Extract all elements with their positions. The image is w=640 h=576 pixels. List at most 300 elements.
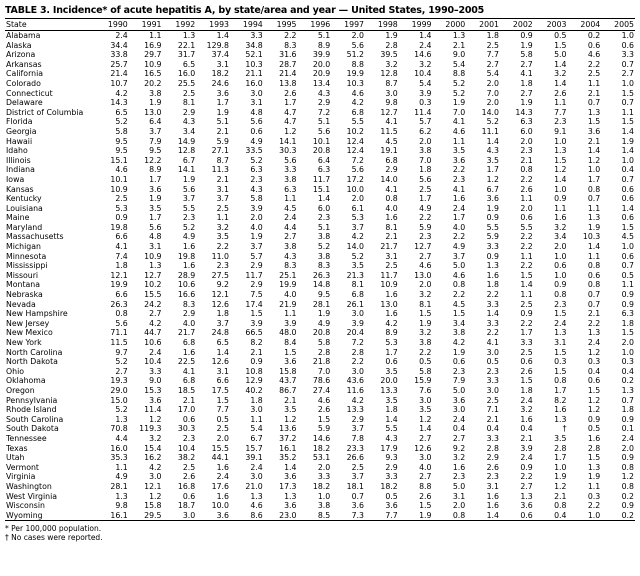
- value-cell: 1.0: [587, 165, 601, 175]
- value-cell: 4.0: [250, 222, 263, 232]
- state-cell: Vermont: [6, 462, 39, 472]
- value-cell: 21.7: [177, 328, 196, 338]
- value-cell: 15.1: [110, 155, 128, 165]
- table-row: [5, 396, 635, 406]
- value-cell: 14.6: [312, 433, 331, 443]
- value-cell: 1.3: [587, 213, 601, 223]
- value-cell: 0.8: [587, 261, 601, 271]
- value-cell: 2.1: [250, 347, 263, 357]
- value-cell: 1.1: [587, 251, 601, 261]
- value-cell: 0.7: [351, 491, 364, 501]
- value-cell: 3.5: [284, 405, 297, 415]
- value-cell: 14.6: [414, 50, 432, 60]
- table-row: [5, 367, 635, 377]
- value-cell: 1.3: [182, 31, 196, 40]
- value-cell: 0.8: [452, 280, 466, 290]
- value-cell: 3.8: [452, 328, 466, 338]
- value-cell: 0.9: [554, 280, 567, 290]
- value-cell: 3.3: [621, 50, 634, 60]
- value-cell: 2.5: [486, 40, 499, 50]
- value-cell: 1.5: [587, 385, 601, 395]
- value-cell: 4.1: [115, 242, 128, 252]
- value-cell: 0.7: [587, 98, 601, 108]
- value-cell: 1.6: [554, 405, 567, 415]
- value-cell: 5.2: [182, 222, 196, 232]
- value-cell: 3.0: [351, 366, 364, 376]
- value-cell: 0.6: [182, 491, 196, 501]
- table-row: [5, 280, 635, 290]
- value-cell: 4.1: [486, 338, 499, 347]
- value-cell: 21.4: [110, 69, 128, 79]
- value-cell: 6.4: [149, 117, 162, 127]
- value-cell: 9.2: [452, 443, 466, 453]
- state-cell: Maine: [6, 213, 30, 223]
- value-cell: 48.0: [279, 328, 297, 338]
- value-cell: 3.2: [520, 405, 533, 415]
- value-cell: 1.1: [115, 462, 128, 472]
- state-cell: Connecticut: [6, 88, 53, 98]
- table-row: [5, 405, 635, 415]
- value-cell: 0.6: [520, 213, 533, 223]
- value-cell: 2.4: [452, 414, 466, 424]
- value-cell: 1.6: [486, 491, 499, 501]
- value-cell: 4.3: [486, 146, 499, 156]
- value-cell: 2.2: [520, 318, 533, 328]
- value-cell: 2.7: [520, 88, 533, 98]
- value-cell: 1.2: [284, 414, 297, 424]
- value-cell: 6.3: [520, 117, 533, 127]
- value-cell: 6.2: [419, 126, 432, 136]
- value-cell: 6.7: [486, 184, 499, 194]
- value-cell: 3.0: [351, 309, 364, 319]
- state-cell: West Virginia: [6, 491, 58, 501]
- value-cell: 1.2: [621, 472, 634, 482]
- value-cell: 34.4: [110, 40, 128, 50]
- value-cell: 1.5: [621, 222, 634, 232]
- value-cell: 13.3: [380, 385, 398, 395]
- value-cell: 26.3: [110, 299, 128, 309]
- value-cell: 6.8: [385, 155, 398, 165]
- value-cell: 1.5: [587, 453, 601, 463]
- value-cell: 2.2: [284, 31, 297, 40]
- value-cell: 12.1: [211, 290, 229, 300]
- value-cell: 1.9: [587, 472, 601, 482]
- value-cell: 15.4: [144, 443, 162, 453]
- value-cell: 4.1: [452, 184, 466, 194]
- value-cell: 0.9: [621, 414, 634, 424]
- value-cell: 1.3: [520, 491, 533, 501]
- value-cell: 2.3: [182, 213, 196, 223]
- value-cell: 6.6: [216, 376, 229, 386]
- value-cell: 16.0: [245, 78, 263, 88]
- value-cell: 5.6: [115, 318, 128, 328]
- state-cell: Montana: [6, 280, 40, 290]
- value-cell: 6.5: [115, 107, 128, 117]
- value-cell: 2.5: [216, 203, 229, 213]
- value-cell: 1.5: [419, 309, 432, 319]
- value-cell: 4.5: [284, 203, 297, 213]
- value-cell: 13.4: [312, 78, 331, 88]
- value-cell: 0.3: [587, 357, 601, 367]
- value-cell: 2.7: [419, 251, 432, 261]
- value-cell: 66.5: [245, 328, 263, 338]
- value-cell: 5.9: [317, 424, 331, 434]
- value-cell: 2.4: [149, 347, 162, 357]
- value-cell: 7.6: [419, 385, 432, 395]
- value-cell: 35.3: [110, 453, 128, 463]
- value-cell: 27.5: [211, 270, 229, 280]
- value-cell: 9.0: [149, 376, 162, 386]
- value-cell: 0.4: [486, 424, 499, 434]
- value-cell: 0.7: [621, 174, 634, 184]
- value-cell: 4.3: [385, 433, 398, 443]
- value-cell: 10.3: [245, 59, 263, 69]
- value-cell: 6.0: [520, 126, 533, 136]
- value-cell: 1.3: [554, 328, 567, 338]
- value-cell: 2.7: [115, 366, 128, 376]
- value-cell: 19.9: [346, 69, 364, 79]
- value-cell: 5.8: [250, 194, 263, 204]
- state-cell: Texas: [6, 443, 28, 453]
- state-cell: Colorado: [6, 78, 41, 88]
- value-cell: 13.0: [414, 270, 432, 280]
- value-cell: 3.0: [452, 405, 466, 415]
- state-cell: California: [6, 69, 44, 79]
- value-cell: 1.0: [621, 242, 634, 252]
- value-cell: 1.2: [587, 155, 601, 165]
- value-cell: 1.4: [554, 59, 567, 69]
- value-cell: 0.6: [621, 40, 634, 50]
- value-cell: 2.3: [216, 261, 229, 271]
- value-cell: 1.6: [452, 462, 466, 472]
- value-cell: 5.2: [115, 405, 128, 415]
- value-cell: 4.2: [115, 88, 128, 98]
- table-row: [5, 89, 635, 99]
- value-cell: 1.0: [554, 136, 567, 146]
- state-cell: Georgia: [6, 126, 37, 136]
- value-cell: 37.2: [279, 433, 297, 443]
- value-cell: 1.1: [554, 203, 567, 213]
- table-row: [5, 444, 635, 454]
- value-cell: 0.6: [250, 126, 263, 136]
- value-cell: 0.5: [486, 357, 499, 367]
- value-cell: 17.3: [279, 481, 297, 491]
- value-cell: 3.8: [317, 232, 331, 242]
- value-cell: 1.1: [621, 107, 634, 117]
- value-cell: 25.7: [110, 59, 128, 69]
- value-cell: 28.7: [279, 59, 297, 69]
- value-cell: 2.4: [520, 395, 533, 405]
- value-cell: 3.0: [250, 88, 263, 98]
- footnote: * Per 100,000 population.: [5, 524, 102, 534]
- value-cell: 1.7: [554, 385, 567, 395]
- value-cell: 3.5: [554, 433, 567, 443]
- value-cell: 7.5: [250, 290, 263, 300]
- value-cell: 12.1: [144, 481, 162, 491]
- value-cell: 1.9: [250, 232, 263, 242]
- value-cell: 0.9: [486, 251, 499, 261]
- value-cell: 2.2: [486, 290, 499, 300]
- value-cell: 0.3: [587, 491, 601, 501]
- value-cell: 1.7: [452, 213, 466, 223]
- value-cell: 4.6: [587, 50, 601, 60]
- value-cell: 20.8: [312, 146, 331, 156]
- value-cell: 1.5: [554, 309, 567, 319]
- value-cell: 12.6: [211, 357, 229, 367]
- value-cell: 1.8: [115, 261, 128, 271]
- value-cell: 5.6: [317, 126, 331, 136]
- value-cell: 9.5: [149, 146, 162, 156]
- value-cell: 2.2: [351, 357, 364, 367]
- value-cell: 1.4: [284, 462, 297, 472]
- value-cell: 10.6: [144, 338, 162, 347]
- value-cell: 2.9: [317, 98, 331, 108]
- value-cell: 4.6: [115, 165, 128, 175]
- value-cell: 14.8: [312, 280, 331, 290]
- value-cell: 13.0: [380, 299, 398, 309]
- value-cell: 2.2: [452, 165, 466, 175]
- value-cell: 1.4: [621, 126, 634, 136]
- value-cell: 2.3: [452, 174, 466, 184]
- table-row: [5, 357, 635, 367]
- value-cell: 0.8: [385, 194, 398, 204]
- value-cell: 1.2: [587, 347, 601, 357]
- value-cell: 4.8: [149, 232, 162, 242]
- value-cell: 1.8: [621, 318, 634, 328]
- value-cell: 2.9: [486, 453, 499, 463]
- table-row: [5, 482, 635, 492]
- value-cell: 40.2: [245, 385, 263, 395]
- state-cell: Maryland: [6, 222, 43, 232]
- value-cell: 0.6: [621, 213, 634, 223]
- value-cell: 1.4: [587, 146, 601, 156]
- value-cell: 1.5: [621, 88, 634, 98]
- value-cell: 4.0: [182, 318, 196, 328]
- state-cell: New York: [6, 338, 42, 347]
- table-row: [5, 175, 635, 185]
- value-cell: 8.8: [351, 59, 364, 69]
- value-cell: 8.5: [317, 510, 331, 520]
- value-cell: 3.6: [351, 501, 364, 511]
- value-cell: 1.1: [587, 481, 601, 491]
- table-row: [5, 261, 635, 271]
- value-cell: 2.2: [216, 242, 229, 252]
- value-cell: 18.1: [346, 481, 364, 491]
- value-cell: 5.8: [419, 366, 432, 376]
- column-header-state: State: [6, 20, 27, 29]
- value-cell: 1.3: [284, 491, 297, 501]
- value-cell: 5.9: [419, 222, 432, 232]
- value-cell: 2.4: [452, 203, 466, 213]
- value-cell: 11.4: [144, 405, 162, 415]
- table-title: TABLE 3. Incidence* of acute hepatitis A, by state/area and year — United States, 1990–2005: [5, 5, 485, 16]
- value-cell: 70.8: [110, 424, 128, 434]
- value-cell: 8.1: [351, 280, 364, 290]
- value-cell: 15.0: [110, 395, 128, 405]
- value-cell: 5.3: [351, 213, 364, 223]
- value-cell: 3.3: [250, 31, 263, 40]
- value-cell: 4.1: [385, 184, 398, 194]
- value-cell: 2.6: [284, 88, 297, 98]
- value-cell: 0.5: [554, 31, 567, 40]
- value-cell: 1.7: [486, 165, 499, 175]
- value-cell: 4.9: [452, 242, 466, 252]
- value-cell: 33.8: [110, 50, 128, 60]
- value-cell: 3.1: [149, 242, 162, 252]
- value-cell: 3.1: [452, 491, 466, 501]
- value-cell: 1.9: [419, 318, 432, 328]
- state-cell: Kentucky: [6, 194, 42, 204]
- value-cell: 2.1: [520, 433, 533, 443]
- value-cell: 2.2: [452, 290, 466, 300]
- value-cell: 0.6: [587, 270, 601, 280]
- table-row: [5, 50, 635, 60]
- value-cell: 3.6: [284, 472, 297, 482]
- value-cell: 0.6: [452, 357, 466, 367]
- value-cell: 11.6: [346, 385, 364, 395]
- value-cell: 2.4: [216, 472, 229, 482]
- value-cell: 4.7: [284, 117, 297, 127]
- value-cell: 2.6: [317, 405, 331, 415]
- value-cell: 18.2: [211, 69, 229, 79]
- value-cell: 3.7: [351, 424, 364, 434]
- value-cell: 2.8: [554, 443, 567, 453]
- value-cell: 1.5: [621, 328, 634, 338]
- value-cell: 1.9: [182, 174, 196, 184]
- value-cell: 3.5: [351, 261, 364, 271]
- value-cell: 33.5: [245, 146, 263, 156]
- value-cell: 12.7: [380, 107, 398, 117]
- value-cell: 0.8: [452, 510, 466, 520]
- value-cell: 2.8: [385, 40, 398, 50]
- value-cell: 4.0: [452, 222, 466, 232]
- table-row: [5, 386, 635, 396]
- value-cell: 2.5: [520, 299, 533, 309]
- value-cell: 9.5: [115, 136, 128, 146]
- value-cell: 11.1: [481, 126, 499, 136]
- value-cell: 3.1: [216, 59, 229, 69]
- value-cell: 6.5: [216, 338, 229, 347]
- value-cell: 4.4: [115, 433, 128, 443]
- value-cell: 2.0: [486, 78, 499, 88]
- state-cell: Massachusetts: [6, 232, 64, 242]
- value-cell: 4.9: [317, 318, 331, 328]
- value-cell: 2.4: [115, 31, 128, 40]
- value-cell: 3.6: [486, 194, 499, 204]
- value-cell: 16.9: [144, 40, 162, 50]
- value-cell: 8.9: [317, 40, 331, 50]
- value-cell: 2.6: [520, 184, 533, 194]
- table-row: [5, 492, 635, 502]
- value-cell: 8.3: [317, 261, 331, 271]
- value-cell: 0.7: [621, 98, 634, 108]
- value-cell: 0.6: [520, 510, 533, 520]
- value-cell: 1.6: [486, 501, 499, 511]
- value-cell: 16.2: [144, 453, 162, 463]
- table-row: [5, 415, 635, 425]
- value-cell: 2.5: [115, 194, 128, 204]
- value-cell: 2.5: [520, 347, 533, 357]
- value-cell: 6.8: [351, 290, 364, 300]
- value-cell: 13.0: [144, 107, 162, 117]
- value-cell: 0.7: [621, 261, 634, 271]
- value-cell: 5.5: [385, 424, 398, 434]
- value-cell: 12.9: [245, 376, 263, 386]
- value-cell: 7.0: [419, 155, 432, 165]
- value-cell: 6.5: [182, 59, 196, 69]
- value-cell: 1.7: [587, 174, 601, 184]
- value-cell: 6.7: [250, 433, 263, 443]
- value-cell: 43.6: [346, 376, 364, 386]
- state-cell: North Carolina: [6, 347, 63, 357]
- value-cell: 1.6: [554, 213, 567, 223]
- value-cell: 2.2: [587, 59, 601, 69]
- column-header-year: 1993: [209, 20, 229, 29]
- value-cell: 2.7: [452, 433, 466, 443]
- value-cell: 2.1: [587, 136, 601, 146]
- state-cell: New Hampshire: [6, 309, 68, 319]
- value-cell: 1.7: [554, 453, 567, 463]
- value-cell: 3.7: [250, 242, 263, 252]
- column-header-year: 2000: [445, 20, 466, 29]
- value-cell: 2.9: [182, 309, 196, 319]
- table-row: [5, 453, 635, 463]
- state-cell: Minnesota: [6, 251, 47, 261]
- value-cell: 3.2: [452, 453, 466, 463]
- value-cell: 1.0: [621, 78, 634, 88]
- value-cell: 1.7: [419, 194, 432, 204]
- value-cell: 12.4: [346, 136, 364, 146]
- value-cell: 3.2: [554, 69, 567, 79]
- value-cell: 3.7: [351, 472, 364, 482]
- value-cell: 0.7: [621, 395, 634, 405]
- value-cell: 5.6: [284, 155, 297, 165]
- value-cell: 2.0: [351, 31, 364, 40]
- table-row: [5, 60, 635, 70]
- state-cell: Illinois: [6, 155, 31, 165]
- value-cell: 0.8: [587, 280, 601, 290]
- value-cell: 3.4: [182, 126, 196, 136]
- value-cell: 20.9: [312, 69, 331, 79]
- value-cell: 10.0: [346, 184, 364, 194]
- value-cell: 14.0: [481, 107, 499, 117]
- value-cell: 2.4: [621, 433, 634, 443]
- column-header-year: 1997: [344, 20, 364, 29]
- value-cell: 4.9: [182, 232, 196, 242]
- value-cell: 1.1: [520, 194, 533, 204]
- table-row: [5, 319, 635, 329]
- value-cell: 0.3: [554, 357, 567, 367]
- value-cell: 1.3: [115, 414, 128, 424]
- value-cell: 0.7: [587, 299, 601, 309]
- value-cell: 21.1: [245, 69, 263, 79]
- value-cell: 1.8: [520, 385, 533, 395]
- state-cell: Wisconsin: [6, 501, 45, 511]
- value-cell: 26.3: [312, 270, 331, 280]
- state-cell: Idaho: [6, 146, 28, 156]
- value-cell: 4.6: [419, 261, 432, 271]
- state-cell: Wyoming: [6, 510, 43, 520]
- value-cell: 5.6: [149, 222, 162, 232]
- value-cell: 1.4: [216, 31, 229, 40]
- value-cell: 15.8: [144, 501, 162, 511]
- value-cell: 7.7: [385, 510, 398, 520]
- incidence-table: [5, 18, 635, 521]
- table-row: [5, 165, 635, 175]
- value-cell: 1.3: [587, 462, 601, 472]
- value-cell: 2.3: [452, 472, 466, 482]
- value-cell: 1.0: [317, 491, 331, 501]
